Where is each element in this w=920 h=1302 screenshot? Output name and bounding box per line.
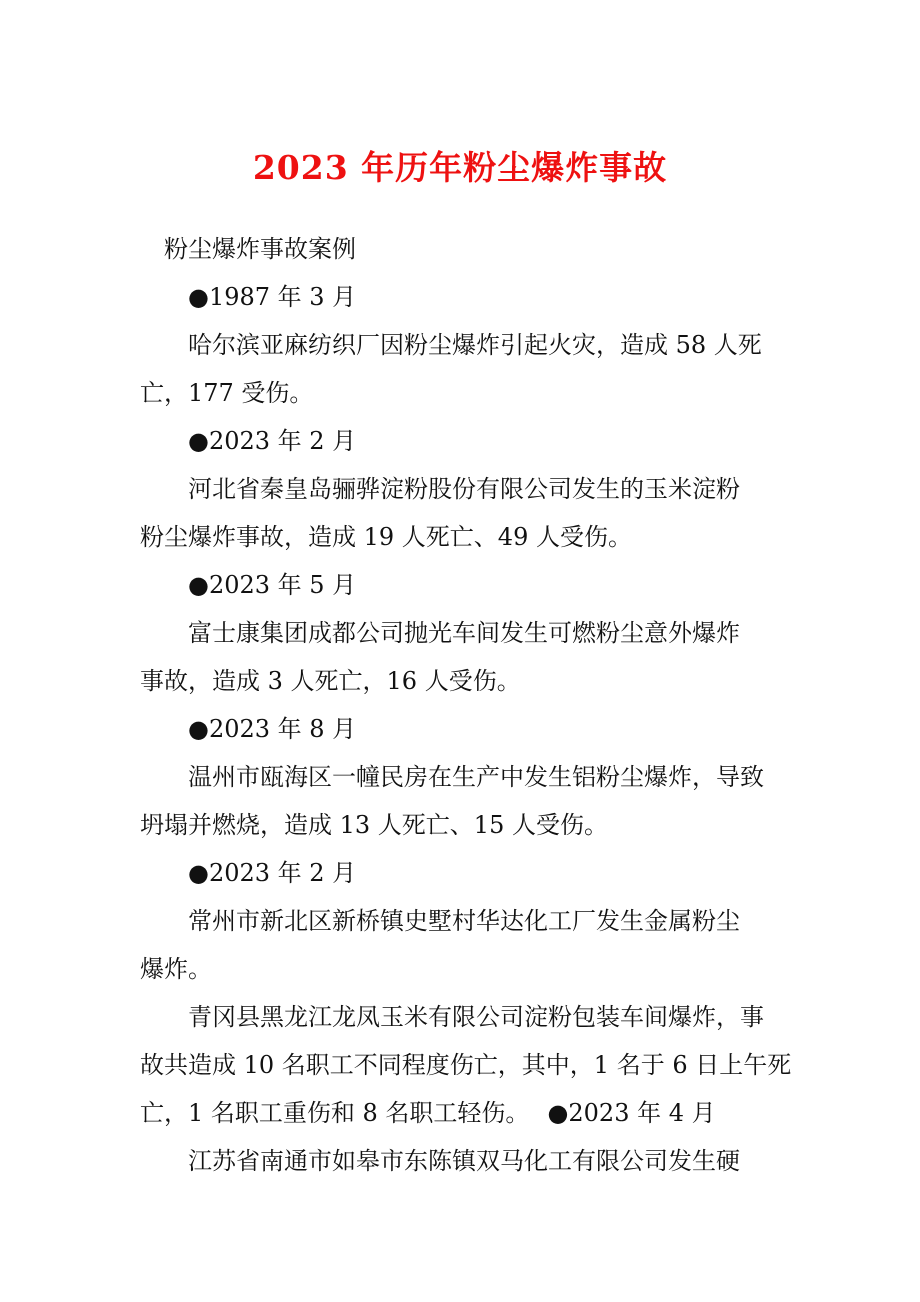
- date-entry: ●2023 年 4 月: [547, 1099, 716, 1127]
- paragraph-line: 粉尘爆炸事故，造成 19 人死亡、49 人受伤。: [140, 523, 632, 551]
- document-body: [140, 225, 792, 1185]
- paragraph-line: 坍塌并燃烧，造成 13 人死亡、15 人受伤。: [140, 811, 608, 839]
- date-entry: ●2023 年 2 月: [188, 427, 357, 455]
- paragraph-line: 常州市新北区新桥镇史墅村华达化工厂发生金属粉尘: [188, 907, 740, 935]
- paragraph-line: 温州市瓯海区一幢民房在生产中发生铝粉尘爆炸，导致: [188, 763, 764, 791]
- paragraph-line: 故共造成 10 名职工不同程度伤亡，其中，1 名于 6 日上午死: [140, 1051, 792, 1079]
- document-title: 2023 年历年粉尘爆炸事故: [252, 148, 668, 187]
- date-entry: ●2023 年 5 月: [188, 571, 357, 599]
- date-entry: ●2023 年 8 月: [188, 715, 357, 743]
- paragraph-line: 江苏省南通市如皋市东陈镇双马化工有限公司发生硬: [188, 1147, 740, 1175]
- paragraph-line: 爆炸。: [140, 955, 212, 983]
- paragraph-line: [140, 1089, 780, 1137]
- paragraph-line: 事故，造成 3 人死亡，16 人受伤。: [140, 667, 521, 695]
- paragraph-line: 哈尔滨亚麻纺织厂因粉尘爆炸引起火灾，造成 58 人死: [188, 331, 762, 359]
- date-entry: ●2023 年 2 月: [188, 859, 357, 887]
- paragraph-line: 河北省秦皇岛骊骅淀粉股份有限公司发生的玉米淀粉: [188, 475, 740, 503]
- paragraph-line-text: 亡，1 名职工重伤和 8 名职工轻伤。: [140, 1099, 530, 1127]
- paragraph-line: 富士康集团成都公司抛光车间发生可燃粉尘意外爆炸: [188, 619, 740, 647]
- date-entry: ●1987 年 3 月: [188, 283, 357, 311]
- section-heading: 粉尘爆炸事故案例: [164, 235, 356, 263]
- paragraph-line: 青冈县黑龙江龙凤玉米有限公司淀粉包装车间爆炸，事: [188, 1003, 764, 1031]
- paragraph-line: 亡，177 受伤。: [140, 379, 314, 407]
